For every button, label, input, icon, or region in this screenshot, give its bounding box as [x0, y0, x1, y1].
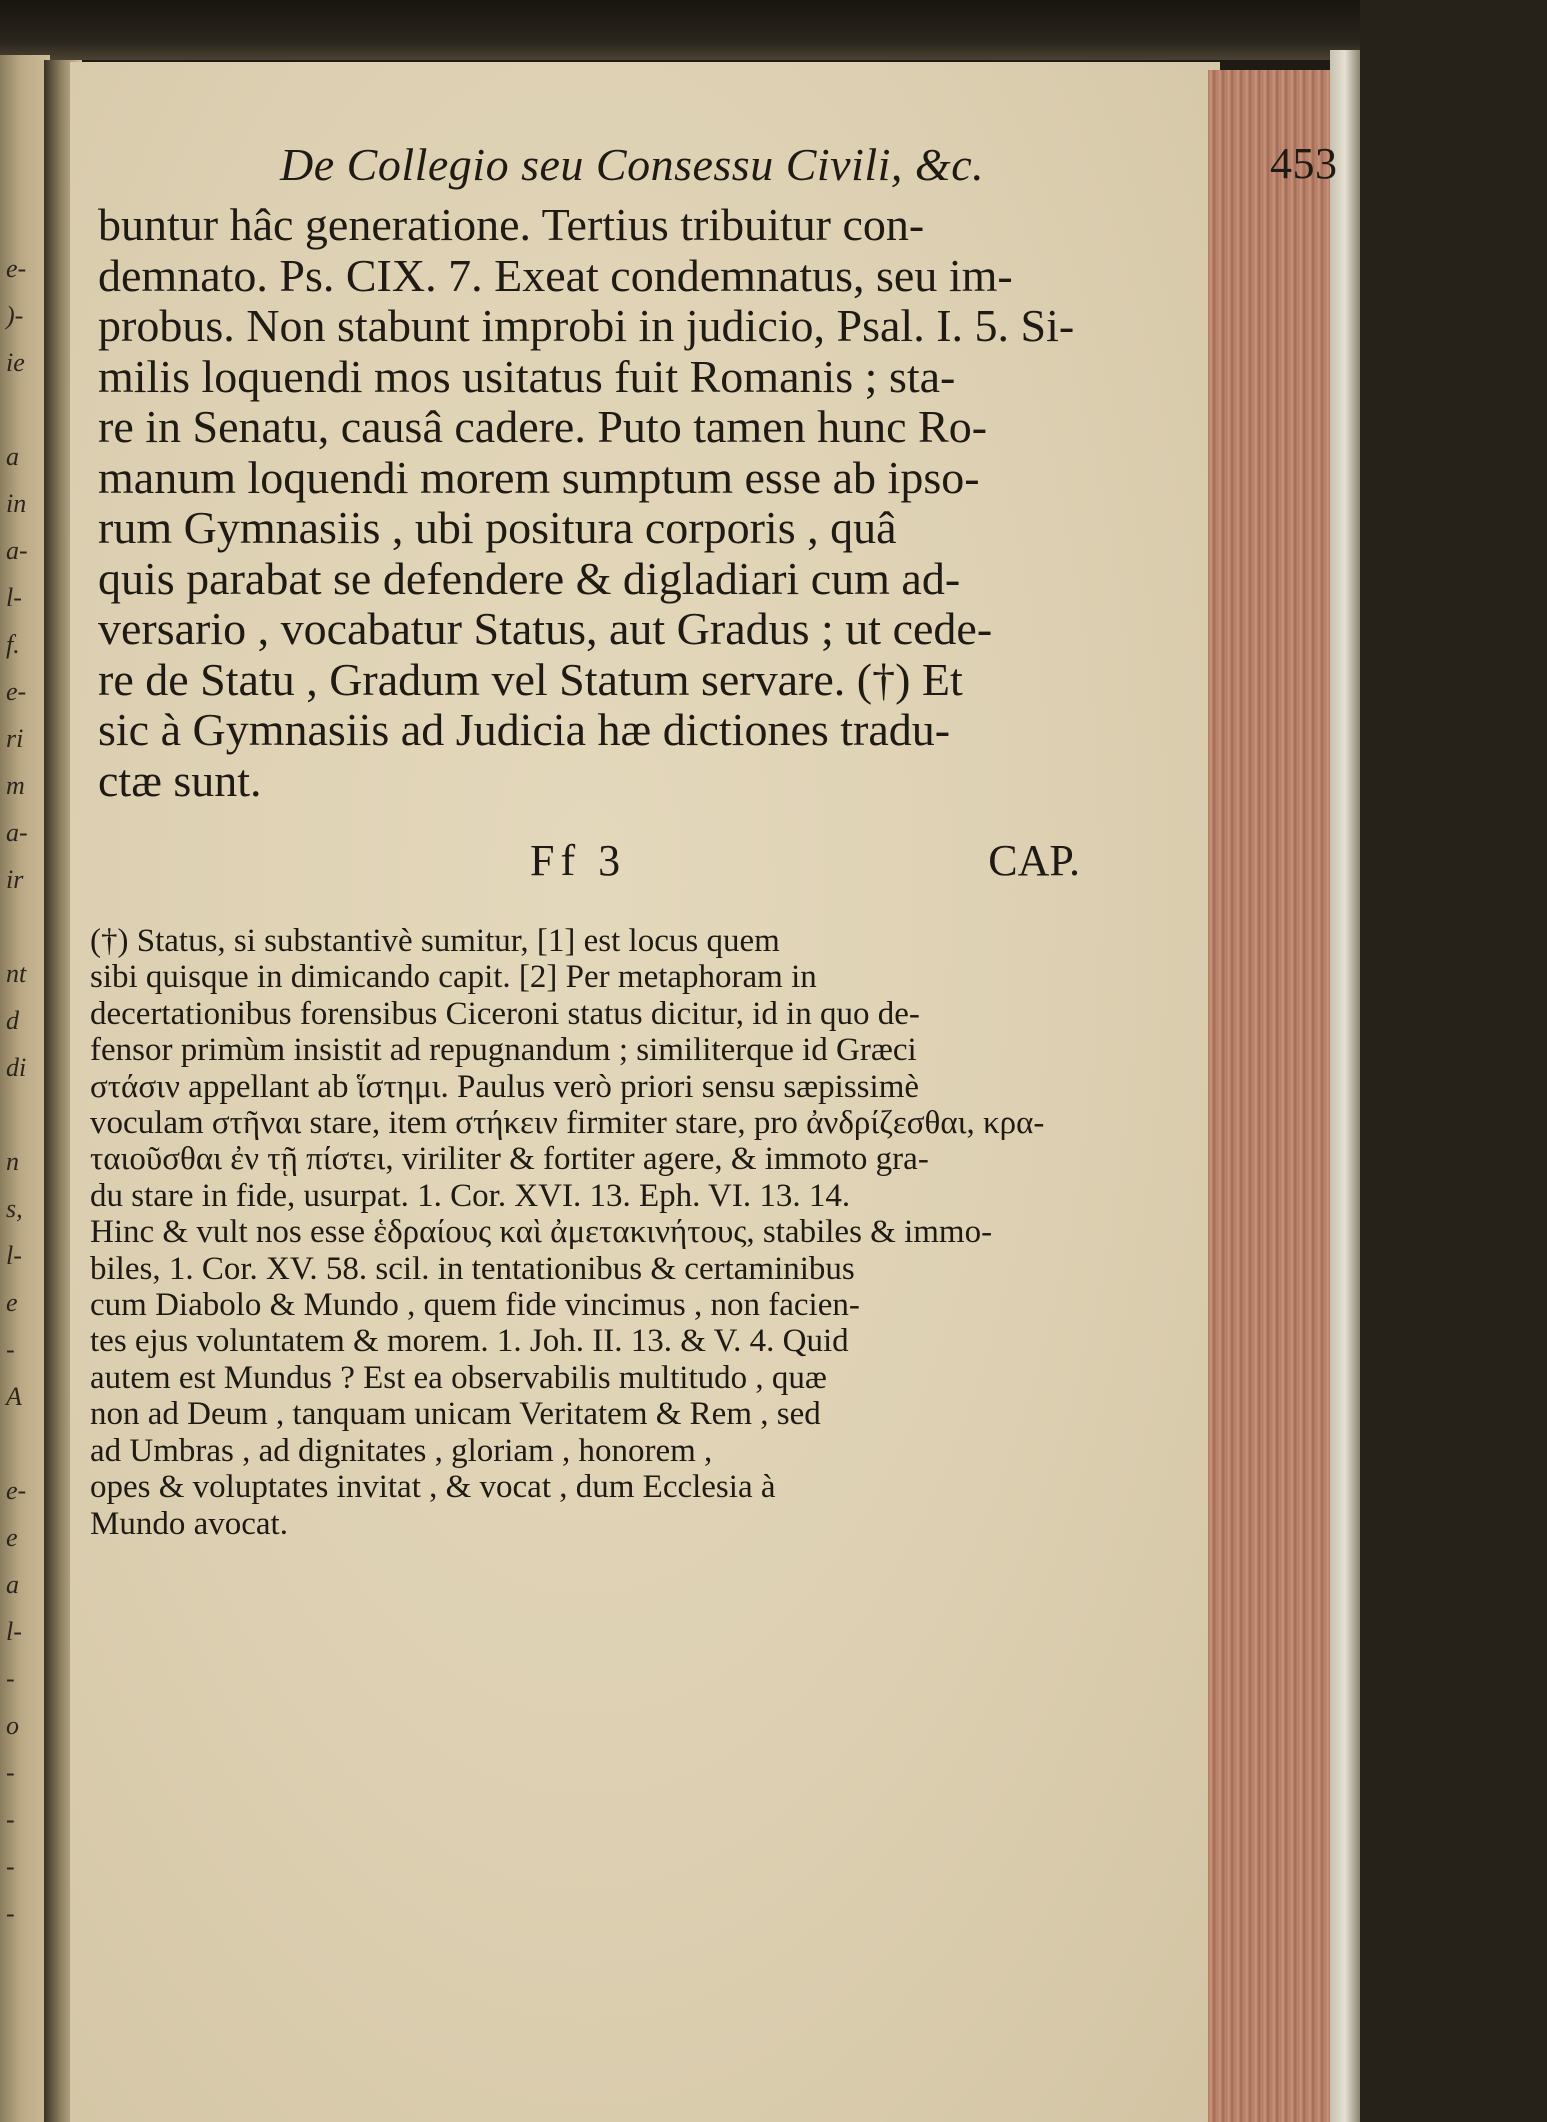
- signature-mark: Ff 3: [530, 836, 627, 885]
- footnote-line: sibi quisque in dimicando capit. [2] Per metaphoram in: [90, 959, 817, 996]
- running-header: [280, 138, 1338, 191]
- facing-page-fragment: di: [6, 1053, 27, 1082]
- signature-row: [90, 835, 1080, 895]
- facing-page-fragment: d: [6, 1006, 19, 1035]
- footnote-line: biles, 1. Cor. XV. 58. scil. in tentationibus & certaminibus: [90, 1250, 855, 1287]
- facing-page-fragment: -: [6, 1664, 15, 1693]
- facing-page-fragment: ie: [6, 348, 25, 377]
- facing-page-fragment: o: [6, 1711, 19, 1740]
- facing-page-fragment: -: [6, 1758, 15, 1787]
- footnote-line: ταιοῦσθαι ἐν τῇ πίστει, viriliter & fortiter agere, & immoto gra-: [90, 1141, 929, 1178]
- facing-page-fragment: e: [6, 1288, 18, 1317]
- footnote-line: στάσιν appellant ab ἵστημι. Paulus verò priori sensu sæpissimè: [90, 1068, 920, 1105]
- footnote-block: [90, 923, 1090, 1542]
- footnote-line: decertationibus forensibus Ciceroni status dicitur, id in quo de-: [90, 995, 920, 1032]
- facing-page-fragment: e-: [6, 254, 27, 283]
- facing-page-fragment: ir: [6, 865, 24, 894]
- footnote-line: Hinc & vult nos esse ἑδραίους καὶ ἀμετακινήτους, stabiles & immo-: [90, 1214, 993, 1251]
- text-line: manum loquendi morem sumptum esse ab ipso-: [98, 451, 980, 503]
- book-cover-back-edge: [1330, 50, 1360, 2122]
- footnote-line: fensor primùm insistit ad repugnandum ; similiterque id Græci: [90, 1032, 917, 1069]
- facing-page-fragment: a-: [6, 536, 28, 565]
- facing-page-fragment: e-: [6, 1476, 27, 1505]
- footnote-line: du stare in fide, usurpat. 1. Cor. XVI. 13. Eph. VI. 13. 14.: [90, 1177, 851, 1214]
- facing-page-fragment: f.: [6, 630, 20, 659]
- text-line: milis loquendi mos usitatus fuit Romanis ; sta-: [98, 350, 956, 402]
- facing-page-fragment: l-: [6, 1241, 22, 1270]
- text-line: demnato. Ps. CIX. 7. Exeat condemnatus, seu im-: [98, 249, 1013, 301]
- text-line: ctæ sunt.: [98, 754, 262, 806]
- facing-page-fragment: l-: [6, 583, 22, 612]
- footnote-line: (†) Status, si substantivè sumitur, [1] est locus quem: [90, 923, 780, 959]
- text-line: re de Statu , Gradum vel Statum servare. (†) Et: [98, 653, 963, 705]
- facing-page-fragment: m: [6, 771, 25, 800]
- facing-page-fragment: a: [6, 1570, 19, 1599]
- facing-page-fragment: -: [6, 1335, 15, 1364]
- facing-page-fragment: a-: [6, 818, 28, 847]
- facing-page-fragment: e-: [6, 677, 27, 706]
- page-block-edges: [1208, 70, 1340, 2122]
- facing-page-edge: [0, 55, 50, 2122]
- footnote-line: voculam στῆναι stare, item στήκειν firmiter stare, pro ἀνδρίζεσθαι, κρα-: [90, 1105, 1045, 1142]
- facing-page-fragment: A: [6, 1382, 22, 1411]
- facing-page-fragment: )-: [6, 301, 24, 330]
- text-line: probus. Non stabunt improbi in judicio, Psal. I. 5. Si-: [98, 300, 1075, 351]
- facing-page-fragment: [0, 1420, 50, 1467]
- footnote-line: opes & voluptates invitat , & vocat , dum Ecclesia à: [90, 1469, 776, 1506]
- facing-page-fragment: [0, 1091, 50, 1138]
- facing-page-fragment: -: [6, 1805, 15, 1834]
- facing-page-fragment: [0, 903, 50, 950]
- text-line: versario , vocabatur Status, aut Gradus ; ut cede-: [98, 603, 993, 654]
- text-line: quis parabat se defendere & digladiari cum ad-: [98, 552, 961, 604]
- footnote-line: autem est Mundus ? Est ea observabilis multitudo , quæ: [90, 1359, 827, 1396]
- facing-page-fragment: [0, 386, 50, 433]
- text-line: re in Senatu, causâ cadere. Puto tamen hunc Ro-: [98, 401, 988, 452]
- facing-page-fragment: -: [6, 1899, 15, 1928]
- footnote-line: ad Umbras , ad dignitates , gloriam , honorem ,: [90, 1432, 713, 1469]
- text-line: buntur hâc generatione. Tertius tribuitur con-: [98, 199, 925, 250]
- main-text-block: [98, 200, 1088, 806]
- footnote-line: tes ejus voluntatem & morem. 1. Joh. II. 13. & V. 4. Quid: [90, 1323, 849, 1360]
- footnote-line: Mundo avocat.: [90, 1505, 288, 1542]
- facing-page-fragment: -: [6, 1852, 15, 1881]
- running-title: De Collegio seu Consessu Civili, &c.: [280, 139, 985, 190]
- page-number: 453: [1270, 139, 1338, 188]
- footnote-line: cum Diabolo & Mundo , quem fide vincimus , non facien-: [90, 1287, 860, 1324]
- facing-page-text-fragments: [0, 245, 50, 1937]
- facing-page-fragment: s,: [6, 1194, 23, 1223]
- background: [1360, 0, 1547, 2122]
- catchword: CAP.: [988, 836, 1080, 885]
- facing-page-fragment: ri: [6, 724, 24, 753]
- text-line: sic à Gymnasiis ad Judicia hæ dictiones tradu-: [98, 704, 951, 755]
- facing-page-fragment: a: [6, 442, 19, 471]
- facing-page-fragment: nt: [6, 959, 27, 988]
- facing-page-fragment: n: [6, 1147, 19, 1176]
- text-line: rum Gymnasiis , ubi positura corporis , quâ: [98, 502, 897, 553]
- facing-page-fragment: l-: [6, 1617, 22, 1646]
- facing-page-fragment: in: [6, 489, 27, 518]
- facing-page-fragment: e: [6, 1523, 18, 1552]
- footnote-line: non ad Deum , tanquam unicam Veritatem & Rem , sed: [90, 1396, 821, 1433]
- book-cover-top-edge: [0, 0, 1547, 60]
